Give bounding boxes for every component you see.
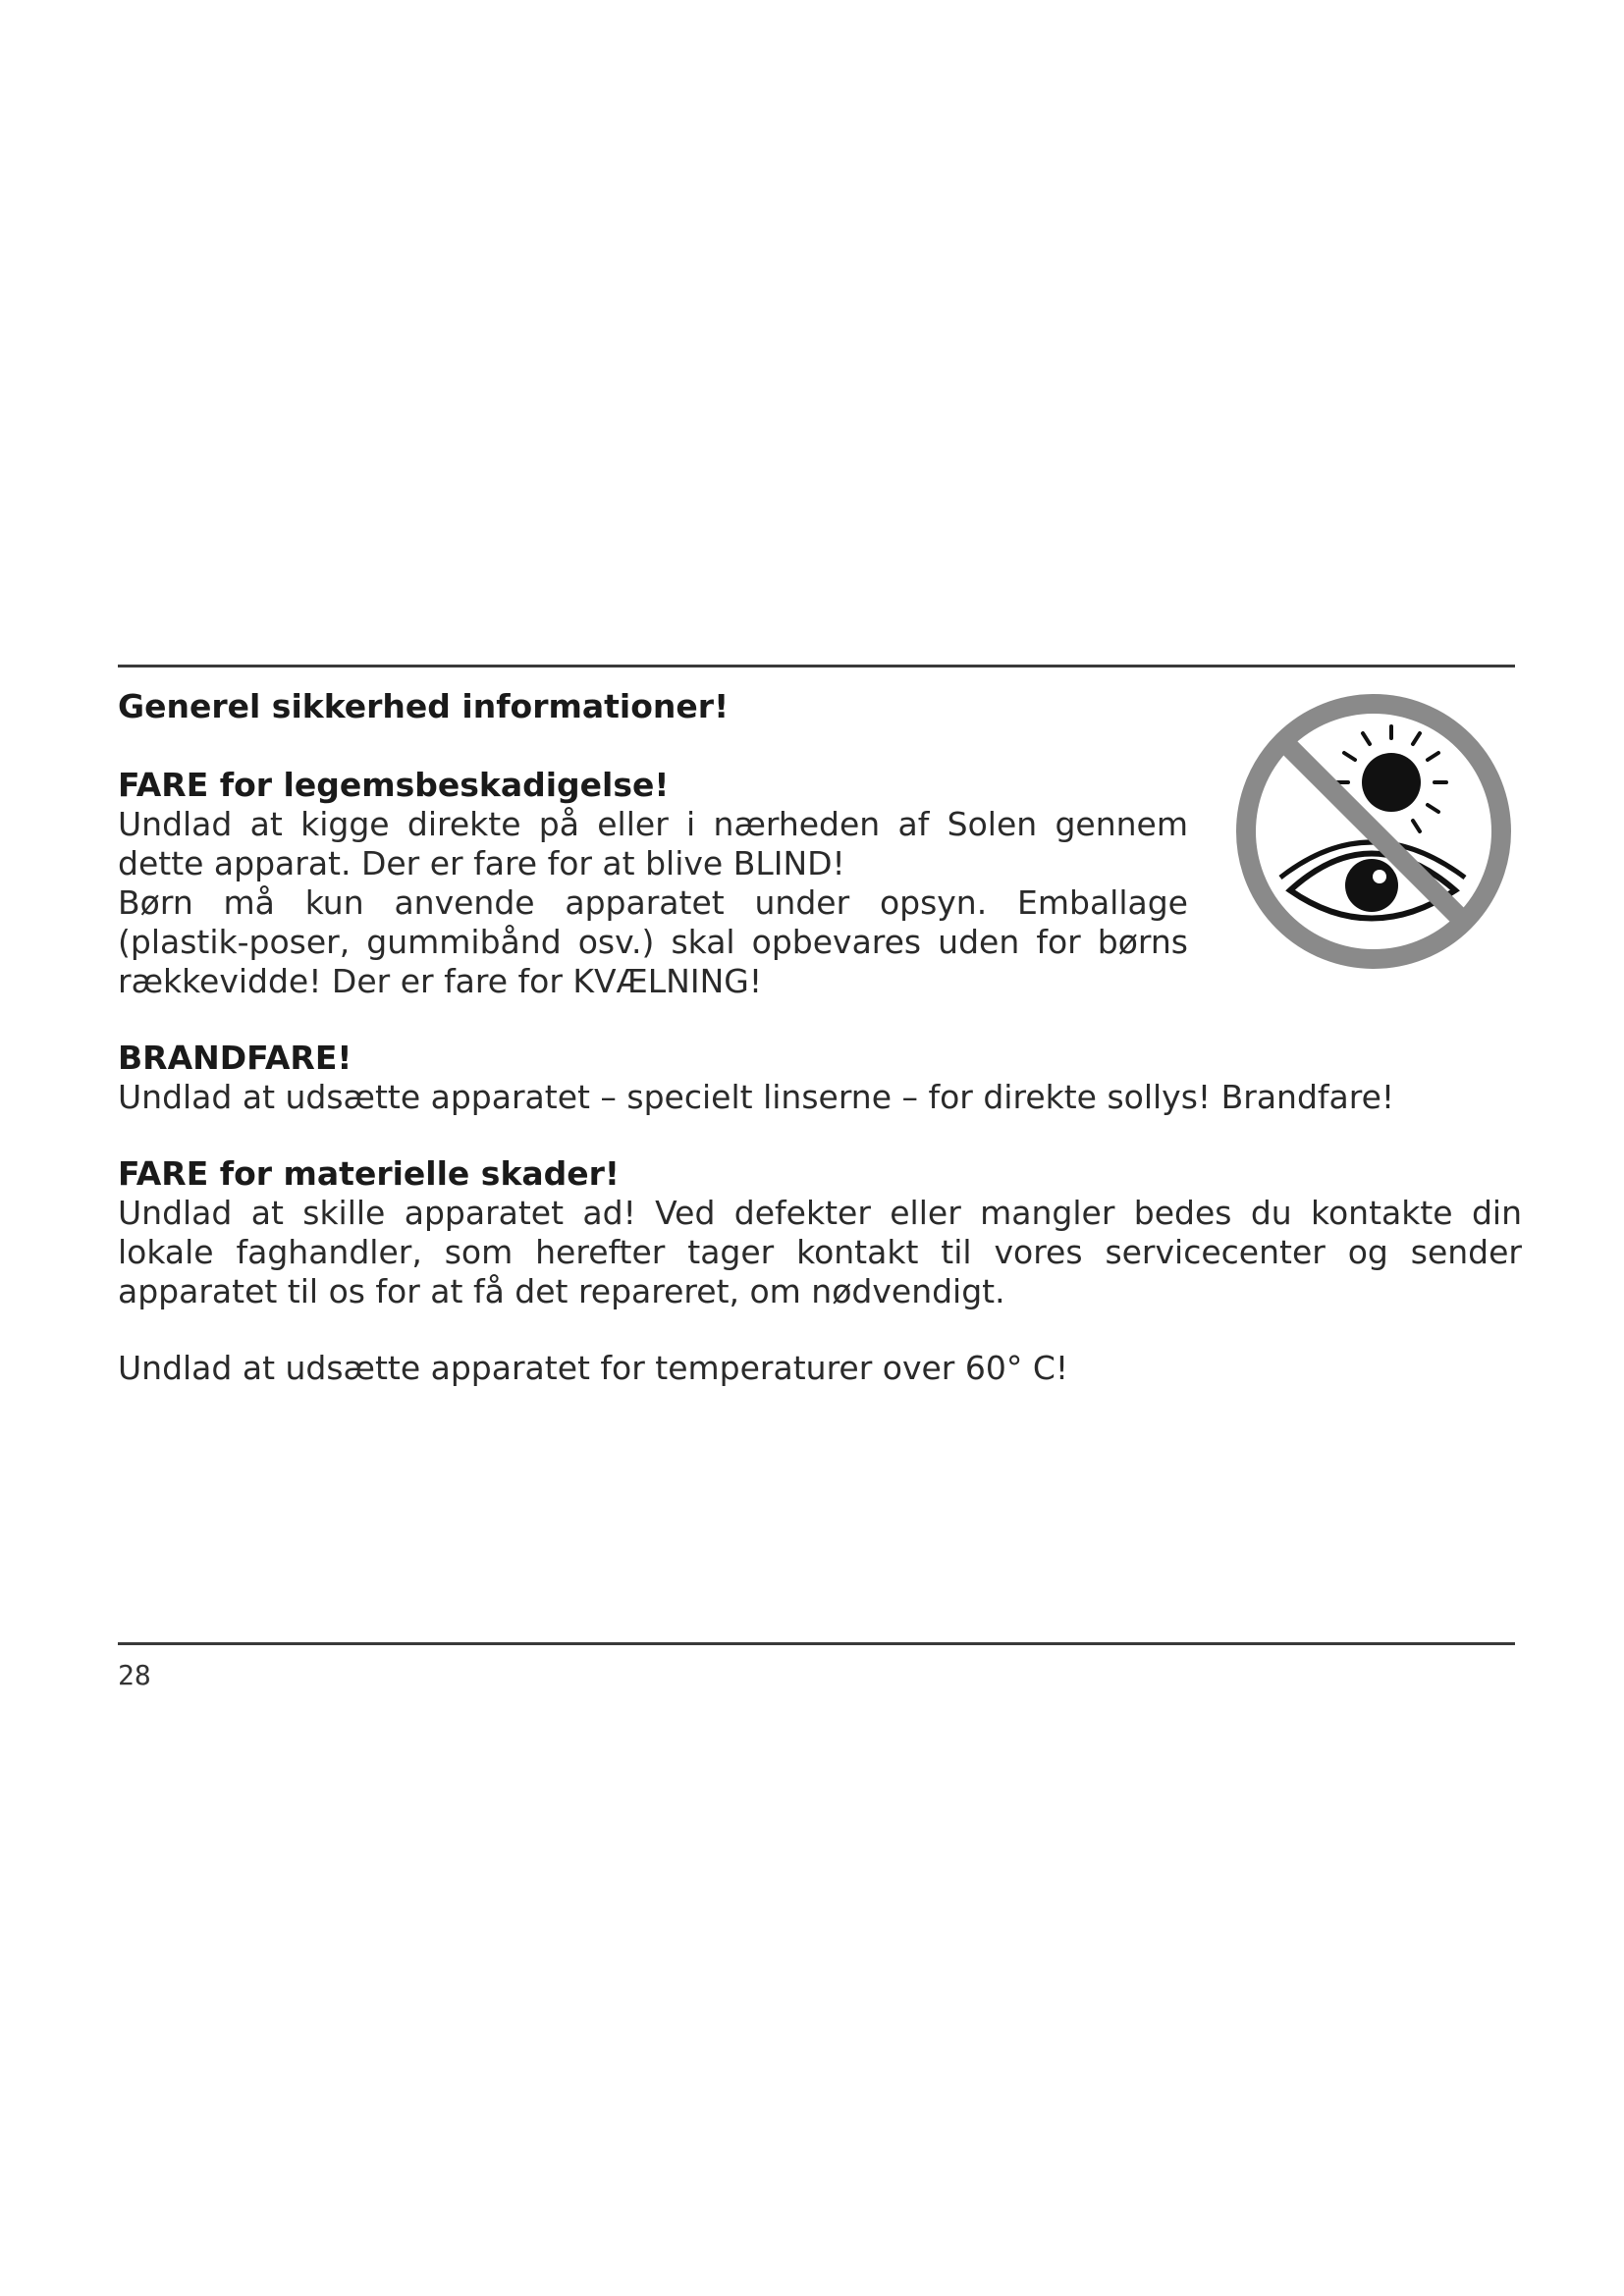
section-paragraph: Børn må kun anvende apparatet under opsyn. Emballage (plastik-poser, gummibånd osv.) skal opbevares uden for børns rækkevidde! Der er fare for KVÆLNING! xyxy=(118,883,1188,1000)
no-looking-at-sun-icon xyxy=(1231,689,1516,974)
temperature-note: Undlad at udsætte apparatet for temperaturer over 60° C! xyxy=(118,1349,1069,1387)
section-material-damage xyxy=(118,1154,1522,1311)
bottom-divider xyxy=(118,1642,1515,1645)
section-title: BRANDFARE! xyxy=(118,1039,352,1077)
section-paragraph: Undlad at udsætte apparatet – specielt linserne – for direkte sollys! Brandfare! xyxy=(118,1078,1395,1116)
section-fire-hazard xyxy=(118,1039,1522,1117)
section-title: FARE for legemsbeskadigelse! xyxy=(118,766,670,804)
page-number: 28 xyxy=(118,1659,151,1691)
top-divider xyxy=(118,665,1515,667)
section-paragraph: Undlad at kigge direkte på eller i nærheden af Solen gennem dette apparat. Der er fare for at blive BLIND! xyxy=(118,805,1188,882)
page-title: Generel sikkerhed informationer! xyxy=(118,687,730,725)
section-title: FARE for materielle skader! xyxy=(118,1154,620,1193)
section-paragraph: Undlad at skille apparatet ad! Ved defekter eller mangler bedes du kontakte din lokale faghandler, som herefter tager kontakt til vores servicecenter og sender apparatet til os for at få det repareret, om nødvendigt. xyxy=(118,1194,1522,1310)
section-temperature xyxy=(118,1349,1522,1388)
